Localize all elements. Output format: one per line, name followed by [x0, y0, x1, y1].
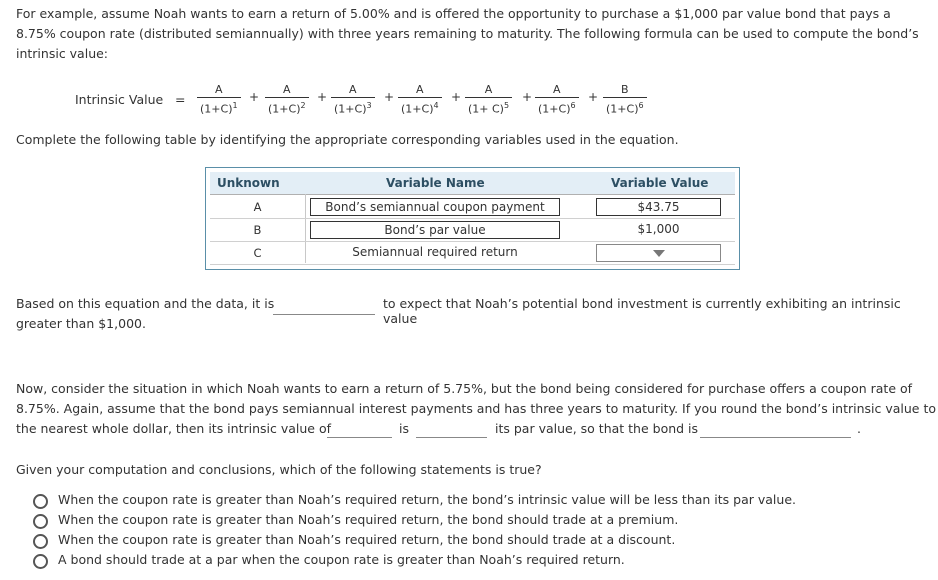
scenario-line-3d: . — [857, 421, 861, 436]
term-denominator: $(1+C)^1$ — [197, 97, 241, 114]
comparison-dropdown[interactable] — [416, 423, 487, 438]
plus-sign: + — [522, 90, 533, 104]
variable-value-field[interactable]: $43.75 — [596, 198, 721, 216]
formula-term-7 — [603, 82, 647, 114]
header-variable-name: Variable Name — [386, 176, 485, 190]
formula-term-5 — [465, 82, 512, 114]
radio-button-icon[interactable] — [33, 554, 48, 569]
term-numerator: A — [484, 83, 493, 96]
scenario-line-3b: is — [399, 421, 409, 436]
plus-sign: + — [249, 90, 260, 104]
conclusion-text-2: to expect that Noah’s potential bond investment is currently exhibiting an intrinsic value — [383, 296, 901, 326]
answer-label[interactable]: A bond should trade at a par when the coupon rate is greater than Noah’s required return. — [58, 552, 625, 567]
answer-label[interactable]: When the coupon rate is greater than Noah’s required return, the bond should trade at a premium. — [58, 512, 679, 527]
radio-button-icon[interactable] — [33, 514, 48, 529]
unknown-cell: B — [253, 223, 262, 237]
variable-value-cell: $1,000 — [637, 222, 680, 236]
table-instructions: Complete the following table by identifying the appropriate corresponding variables used in the equation. — [16, 132, 679, 147]
term-denominator: $(1+ C)^5$ — [465, 97, 512, 114]
expectation-dropdown[interactable] — [273, 300, 375, 315]
intro-paragraph: For example, assume Noah wants to earn a return of 5.00% and is offered the opportunity to purchase a $1,000 par value bond that pays a 8.75% coupon rate (distributed semiannually) with three years remaining to maturity. The following formula can be used to compute the bond’s intrinsic value: — [16, 6, 919, 61]
header-unknown: Unknown — [217, 176, 280, 190]
table-row — [210, 196, 735, 219]
formula-term-4 — [398, 82, 442, 114]
scenario-line-1: Now, consider the situation in which Noah wants to earn a return of 5.75%, but the bond being considered for purchase offers a coupon rate of — [16, 381, 913, 396]
term-denominator: $(1+C)^3$ — [331, 97, 375, 114]
formula-equals: = — [175, 92, 186, 107]
term-denominator: $(1+C)^4$ — [398, 97, 442, 114]
term-numerator: A — [349, 83, 357, 96]
answer-label[interactable]: When the coupon rate is greater than Noah’s required return, the bond should trade at a discount. — [58, 532, 676, 547]
radio-button-icon[interactable] — [33, 494, 48, 509]
table-row — [210, 219, 735, 242]
bond-status-dropdown[interactable] — [700, 423, 851, 438]
variable-name-field[interactable]: Bond’s semiannual coupon payment — [310, 198, 560, 216]
term-numerator: B — [621, 83, 629, 96]
formula-term-3 — [331, 82, 375, 114]
unknown-cell: A — [253, 200, 262, 214]
variables-table — [205, 167, 740, 270]
scenario-line-3c: its par value, so that the bond is — [495, 421, 699, 436]
term-numerator: A — [215, 83, 223, 96]
conclusion-text-1: Based on this equation and the data, it is — [16, 296, 275, 311]
plus-sign: + — [451, 90, 462, 104]
term-denominator: $(1+C)^6$ — [603, 97, 647, 114]
formula-label: Intrinsic Value — [75, 92, 164, 107]
term-numerator: A — [553, 83, 561, 96]
plus-sign: + — [588, 90, 599, 104]
term-denominator: $(1+C)^2$ — [265, 97, 309, 114]
variable-name-cell: Semiannual required return — [352, 245, 518, 259]
conclusion-line-1b — [383, 296, 938, 326]
variable-name-field[interactable]: Bond’s par value — [310, 221, 560, 239]
question-text: Given your computation and conclusions, which of the following statements is true? — [16, 462, 542, 477]
term-denominator: $(1+C)^6$ — [535, 97, 579, 114]
conclusion-line-1 — [16, 296, 274, 311]
term-numerator: A — [283, 83, 291, 96]
unknown-cell: C — [253, 246, 262, 260]
plus-sign: + — [384, 90, 395, 104]
formula-term-2 — [265, 82, 309, 114]
radio-button-icon[interactable] — [33, 534, 48, 549]
header-variable-value: Variable Value — [611, 176, 709, 190]
conclusion-line-2 — [16, 316, 146, 331]
table-header — [210, 172, 735, 195]
scenario-line-3a: the nearest whole dollar, then its intrinsic value of — [16, 421, 332, 436]
variable-value-dropdown[interactable] — [596, 244, 721, 262]
intrinsic-value-dropdown[interactable] — [327, 423, 392, 438]
formula-term-6 — [535, 82, 579, 114]
chevron-down-icon — [653, 250, 665, 257]
term-numerator: A — [416, 83, 424, 96]
formula-term-1 — [197, 82, 241, 114]
plus-sign: + — [317, 90, 328, 104]
table-row — [210, 242, 735, 265]
conclusion-text-3: greater than $1,000. — [16, 316, 146, 331]
answer-label[interactable]: When the coupon rate is greater than Noah’s required return, the bond’s intrinsic value will be less than its par value. — [58, 492, 796, 507]
scenario-line-2: 8.75%. Again, assume that the bond pays semiannual interest payments and has three years to maturity. If you round the bond’s intrinsic value to — [16, 401, 937, 416]
